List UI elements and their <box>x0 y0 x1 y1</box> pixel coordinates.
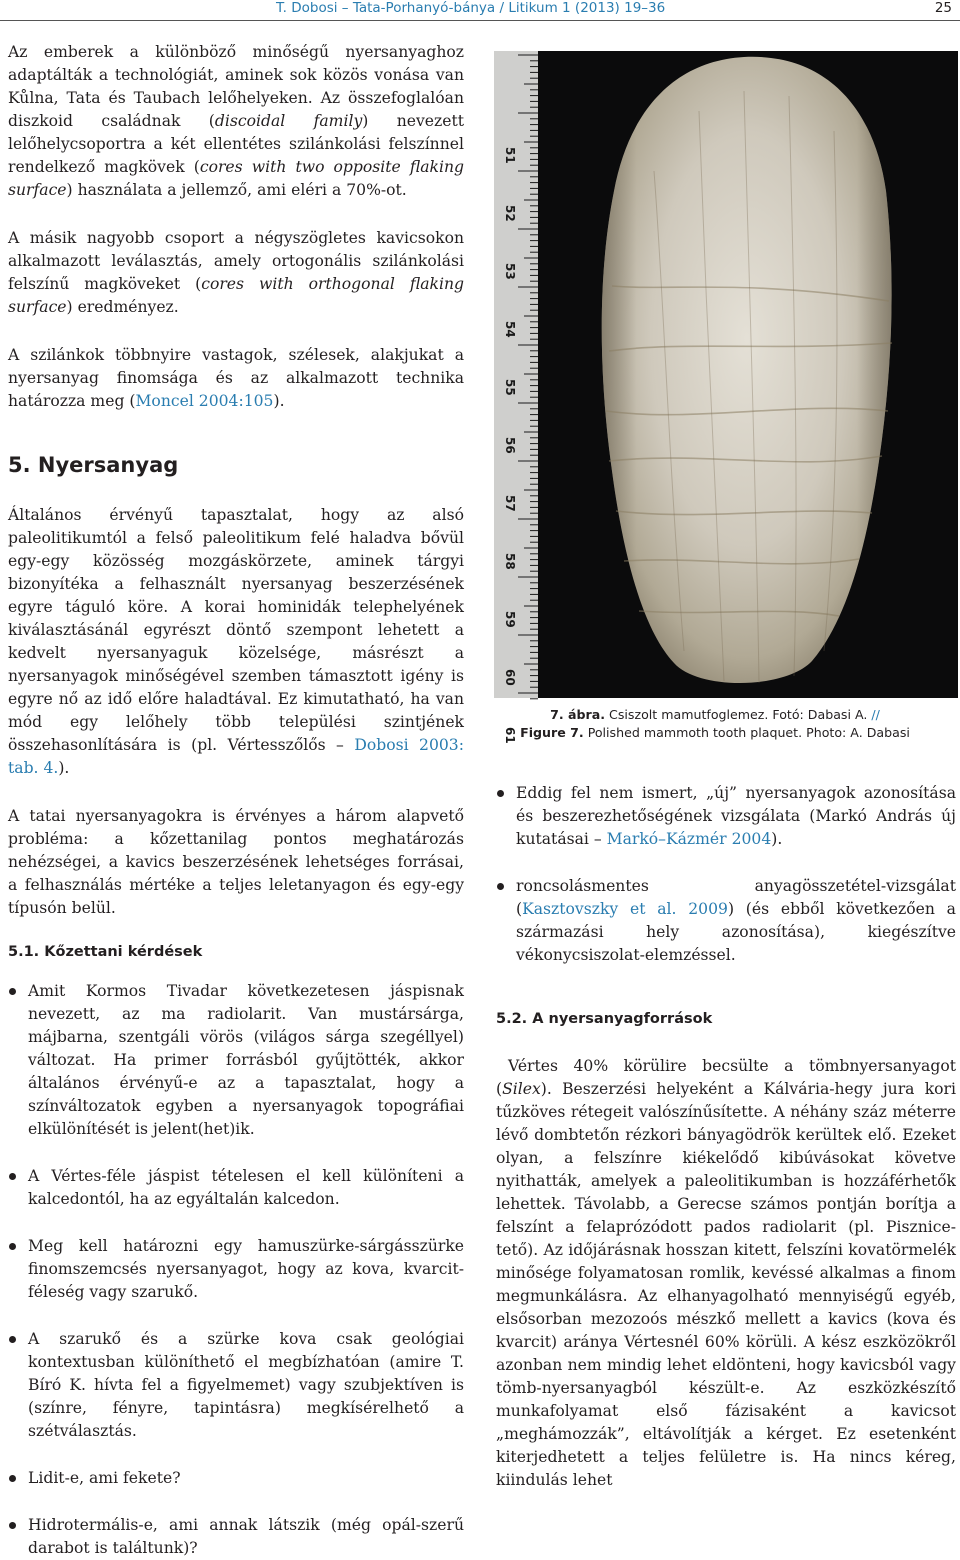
ruler-number: 54 <box>503 321 517 338</box>
list-item: Amit Kormos Tivadar következetesen jáspisnak nevezett, az ma radiolarit. Van mustársárga, májbarna, szentgáli vörös (világos sárga szegéllyel) változat. Ha primer forrásból gyűjtötték, akkor általános érvényű-e az a tapasztalat, hogy a színváltozatok egyben a nyersanyagok topográfiai elkülönítését is jelent(het)ik. <box>8 980 464 1141</box>
left-column <box>8 41 464 1560</box>
citation-kasztovszky[interactable]: Kasztovszky et al. 2009 <box>522 900 728 918</box>
term-cores-orthogonal: cores with orthogonal flaking surface <box>8 275 465 316</box>
citation-marko-kazmer[interactable]: Markó–Kázmér 2004 <box>606 830 772 848</box>
bullet-icon <box>9 1475 16 1482</box>
bullet-icon <box>9 1336 16 1343</box>
term-cores-opposite: cores with two opposite flaking surface <box>8 158 464 199</box>
paragraph-sources: Vértes 40% körülire becsülte a tömbnyersanyagot (Silex). Beszerzési helyeként a Kálvária-hegy jura kori tűzköves rétegeit valószínűsítette. A néhány száz méterre lévő dombtetőn rézkori bányagödrök kerültek elő. Ezeket olyan, a felszínre kiékelődő kibúvásokat követve nyithatták, amelyek a paleolitikumban is hozzáférhetők lehettek. Távolabb, a Gerecse számos pontján borítja a felszínt a felaprózódott pados radiolarit (pl. Pisznice-tető). Az időjárásnak hosszan kitett, felszíni kovatörmelék minősége folyamatosan romlik, kevéssé alkalmas a finom megmunkálásra. Az elhanyagolható mennyiségű egyéb, elsősorban mezozoós mészkő mellett a kavics (kova és kvarcit) aránya Vértesnél 60% körüli. A kész eszközökről azonban nem mindig lehet eldönteni, hogy kavicsból vagy tömb-nyersanyagból készült-e. Az eszközkészítő munkafolyamat első fázisaként a kavicsot „meghámozzák”, eltávolítják a kérget. Ez esetenként kiterjedhetett a teljes felületre is. Ha nincs kéreg, kiindulás lehet <box>496 1057 956 1489</box>
bullet-list-research <box>496 782 956 967</box>
ruler-number: 58 <box>503 553 517 570</box>
ruler-number: 52 <box>503 205 517 222</box>
bullet-icon <box>497 883 504 890</box>
citation-moncel[interactable]: Moncel 2004:105 <box>135 392 274 410</box>
ruler-number: 53 <box>503 263 517 280</box>
bullet-icon <box>9 1243 16 1250</box>
paragraph-general: Általános érvényű tapasztalat, hogy az alsó paleolitikumtól a felső paleolitikum felé haladva bővül egy-egy közösség mozgáskörzete, aminek tárgyi bizonyítéka a felhasznált nyersanyag beszerzésének egyre táguló köre. A korai hominidák telephelyének kiválasztásánál egyrészt döntő szempont lehetett a kedvelt nyersanyaguk közelsége, másrészt a nyersanyagok minőségével szemben támasztott igény is egyre nő az idő előre haladtával. Ez kimutatható, ha van mód egy lelőhely több települési szintjének összehasonlítására is (pl. Vértesszőlős – Dobosi 2003: tab. 4.). <box>8 506 464 777</box>
paragraph-orthogonal: A másik nagyobb csoport a négyszögletes kavicsokon alkalmazott leválasztás, amely ortogonális szilánkolási felszínű magköveket (cores with orthogonal flaking surface) eredményez. <box>8 229 465 316</box>
ruler-number: 61 <box>503 727 517 744</box>
list-item: Meg kell határozni egy hamuszürke-sárgásszürke finomszemcsés nyersanyagot, hogy az kova, kvarcit-féleség vagy szarukő. <box>8 1235 464 1304</box>
list-item: A Vértes-féle jáspist tételesen el kell különíteni a kalcedontól, ha az egyáltalán kalcedon. <box>8 1165 464 1211</box>
right-column <box>496 782 956 1492</box>
ruler-number: 55 <box>503 379 517 396</box>
bullet-icon <box>9 988 16 995</box>
term-silex: Silex <box>502 1080 541 1098</box>
list-item: Lidit-e, ami fekete? <box>8 1467 464 1490</box>
bullet-list-petrology <box>8 980 464 1560</box>
citation-dobosi[interactable]: Dobosi 2003: tab. 4. <box>8 736 464 777</box>
header-rule <box>0 20 960 21</box>
caption-english: Figure 7. Polished mammoth tooth plaquet. Photo: A. Dabasi <box>520 725 910 740</box>
bullet-icon <box>9 1173 16 1180</box>
running-header <box>0 0 960 22</box>
running-title: T. Dobosi – Tata-Porhanyó-bánya / Litikum 1 (2013) 19–36 <box>276 0 666 16</box>
ruler-number: 59 <box>503 611 517 628</box>
list-item: Hidrotermális-e, ami annak látszik (még opál-szerű darabot is találtunk)? <box>8 1514 464 1560</box>
bullet-icon <box>9 1522 16 1529</box>
ruler-number: 56 <box>503 437 517 454</box>
caption-hungarian: 7. ábra. Csiszolt mamutfoglemez. Fotó: Dabasi A. // <box>550 707 880 722</box>
ruler-number: 57 <box>503 495 517 512</box>
list-item: roncsolásmentes anyagösszetétel-vizsgálat (Kasztovszky et al. 2009) (és ebből következően a származási hely azonosítása), kiegészítve vékonycsiszolat-elemzéssel. <box>496 875 956 967</box>
term-discoidal: discoidal family <box>214 112 363 130</box>
subsection-title-5-2: 5.2. A nyersanyagforrások <box>496 1011 713 1027</box>
list-item: Eddig fel nem ismert, „új” nyersanyagok azonosítása és beszerezhetőségének vizsgálata (Markó András új kutatásai – Markó–Kázmér 2004). <box>496 782 956 851</box>
subsection-title-5-1: 5.1. Kőzettani kérdések <box>8 944 203 960</box>
paragraph-intro: Az emberek a különböző minőségű nyersanyaghoz adaptálták a technológiát, aminek sok közös vonása van Kůlna, Tata és Taubach lelőhelyeken. Az összefoglalóan diszkoid családnak (discoidal family) nevezett lelőhelycsoportra a két ellentétes szilánkolási felszínnel rendelkező magkövek (cores with two opposite flaking surface) használata a jellemző, ami eléri a 70%-ot. <box>8 43 464 199</box>
paragraph-flakes: A szilánkok többnyire vastagok, szélesek, alakjukat a nyersanyag finomsága és az alkalmazott technika határozza meg (Moncel 2004:105). <box>8 346 464 410</box>
list-item: A szarukő és a szürke kova csak geológiai kontextusban különíthető el megbízhatóan (amire T. Bíró K. hívta fel a figyelmemet) vagy szubjektíven is (színre, fényre, tapintásra) megkísérelhető a szétválasztás. <box>8 1328 464 1443</box>
bullet-icon <box>497 790 504 797</box>
paragraph-problems: A tatai nyersanyagokra is érvényes a három alapvető probléma: a kőzettanilag pontos meghatározás nehézségei, a kavics beszerzésének lehetséges forrásai, a felhasználás mértéke a teljes leletanyagon és egy-egy típusón belül. <box>8 807 464 917</box>
ruler-number: 60 <box>503 669 517 686</box>
ruler-number: 51 <box>503 147 517 164</box>
section-title: 5. Nyersanyag <box>8 453 179 477</box>
page-number: 25 <box>934 0 952 16</box>
figure-caption <box>480 706 950 742</box>
